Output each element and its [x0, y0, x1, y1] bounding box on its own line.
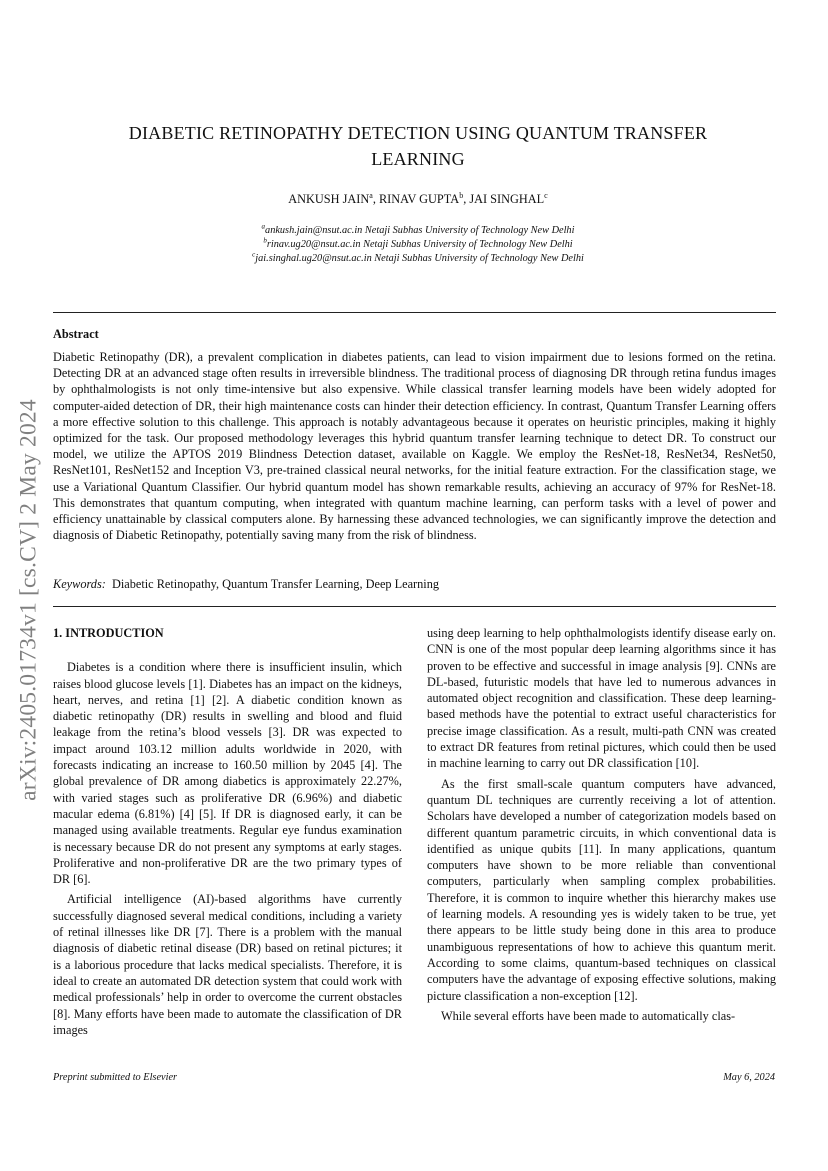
abstract-heading: Abstract	[53, 327, 99, 341]
left-column	[53, 625, 402, 1038]
affiliation-list	[80, 224, 756, 266]
body-paragraph: using deep learning to help ophthalmologists identify disease early on. CNN is one of the most popular deep learning algorithms since it has proven to be effective and successful in image analysis [9]. CNNs are DL-based, futuristic models that have led to numerous advances in automated object recognition and classification. These deep learning-based methods have the potential to extract useful characteristics for precise image classification. As a result, multi-path CNN was created to extract DR features from retinal pictures, which could then be used in machine learning to carry out DR classification [10].	[427, 626, 776, 771]
keywords-label: Keywords:	[53, 577, 106, 591]
abstract-body: Diabetic Retinopathy (DR), a prevalent complication in diabetes patients, can lead to vision impairment due to lesions formed on the retina. Detecting DR at an advanced stage often results in irreversible blindness. The traditional process of diagnosing DR through retina fundus images by ophthalmologists is not only time-intensive but also expensive. While classical transfer learning models have been widely adopted for computer-aided detection of DR, their high maintenance costs can hinder their detection efficiency. In contrast, Quantum Transfer Learning offers a more effective solution to this challenge. This approach is notably advantageous because it operates on heuristic principles, making it highly optimized for the task. Our proposed methodology leverages this hybrid quantum transfer learning technique to detect DR. To construct our model, we utilize the APTOS 2019 Blindness Detection dataset, available on Kaggle. We employ the ResNet-18, ResNet34, ResNet50, ResNet101, ResNet152 and Inception V3, pre-trained classical neural networks, for the initial feature extraction. For the classification stage, we use a Variational Quantum Classifier. Our hybrid quantum model has shown remarkable results, achieving an accuracy of 97% for ResNet-18. This demonstrates that quantum computing, when integrated with quantum machine learning, can perform tasks with a level of power and efficiency unattainable by classical computers alone. By harnessing these advanced technologies, we can significantly improve the detection and diagnosis of Diabetic Retinopathy, potentially saving many from the risk of blindness.	[53, 350, 776, 543]
section-heading: 1. INTRODUCTION	[53, 626, 164, 640]
body-paragraph: While several efforts have been made to automatically clas-	[441, 1008, 736, 1023]
right-column	[427, 625, 776, 1024]
affiliation-mark: a	[261, 222, 266, 231]
affiliation-text: jai.singhal.ug20@nsut.ac.in Netaji Subhas University of Technology New Delhi	[255, 253, 584, 264]
affiliation-mark: b	[263, 236, 267, 245]
affiliation-line	[80, 238, 756, 252]
author-list: ANKUSH JAIN$^a$, RINAV GUPTA$^b$, JAI SINGHAL$^c$	[288, 190, 548, 206]
body-paragraph: Diabetes is a condition where there is insufficient insulin, which raises blood glucose levels [1]. Diabetes has an impact on the kidneys, heart, nerves, and retina [1] [2]. A diabetic condition known as diabetic retinopathy (DR) results in swelling and blood and fluid leakage from the retina’s blood vessels [3]. DR was expected to impact around 103.12 million adults worldwide in 2020, with forecasts indicating an increase to 160.50 million by 2045 [4]. The global prevalence of DR among diabetics is approximately 22.27%, with varied stages such as proliferative DR (6.96%) and diabetic macular edema (6.81%) [4] [5]. If DR is diagnosed early, it can be managed using available treatments. Regular eye fundus examination is necessary because DR do not present any symptoms at early stages. Proliferative and non-proliferative DR are the two primary types of DR [6].	[53, 660, 402, 887]
affiliation-text: rinav.ug20@nsut.ac.in Netaji Subhas University of Technology New Delhi	[266, 239, 573, 250]
affiliation-line	[80, 224, 756, 238]
arxiv-identifier-text: arXiv:2405.01734v1 [cs.CV] 2 May 2024	[15, 399, 42, 801]
author-affiliation-mark: c	[544, 190, 548, 200]
abstract-bottom-divider	[53, 606, 776, 607]
footer-preprint-note: Preprint submitted to Elsevier	[53, 1072, 178, 1083]
paper-title: DIABETIC RETINOPATHY DETECTION USING QUANTUM TRANSFER LEARNING	[128, 123, 708, 169]
author-name: ANKUSH JAIN	[288, 192, 370, 206]
keywords-line	[53, 577, 439, 592]
author-affiliation-mark: a	[369, 190, 373, 200]
footer-date: May 6, 2024	[723, 1072, 775, 1083]
body-paragraph: As the first small-scale quantum computers have advanced, quantum DL techniques are currently receiving a lot of attention. Scholars have developed a number of categorization models based on different quantum parametric circuits, in which conventional data is identified as unique qubits [11]. In many applications, quantum computers have shown to be more reliable than conventional computers, particularly when sampling complex probabilities. Therefore, it is common to inquire whether this hierarchy makes use of learning models. A resounding yes is widely taken to be true, yet there appears to be little study being done in this area to produce unambiguous representations of how to achieve this quantum merit. According to some claims, quantum-based techniques on classical computers have the advantage of exposing effective solutions, making picture classification a non-exception [12].	[427, 776, 776, 1003]
author-name: RINAV GUPTA	[378, 192, 460, 206]
arxiv-identifier-stamp	[14, 360, 44, 840]
affiliation-mark: c	[252, 250, 256, 259]
keywords-text: Diabetic Retinopathy, Quantum Transfer Learning, Deep Learning	[111, 577, 440, 591]
affiliation-line	[80, 252, 756, 266]
body-paragraph: Artificial intelligence (AI)-based algorithms have currently successfully diagnosed several medical conditions, including a variety of retinal illnesses like DR [7]. There is a problem with the manual diagnosis of diabetic retinal disease (DR) based on retinal pictures; it is a laborious procedure that lacks medical specialists. Therefore, it is ideal to create an automated DR detection system that could work with medical professionals’ help in order to overcome the current obstacles [8]. Many efforts have been made to automate the classification of DR images	[53, 892, 402, 1037]
author-affiliation-mark: b	[459, 190, 464, 200]
author-name: JAI SINGHAL	[469, 192, 545, 206]
abstract-top-divider	[53, 312, 776, 313]
affiliation-text: ankush.jain@nsut.ac.in Netaji Subhas University of Technology New Delhi	[265, 225, 575, 236]
